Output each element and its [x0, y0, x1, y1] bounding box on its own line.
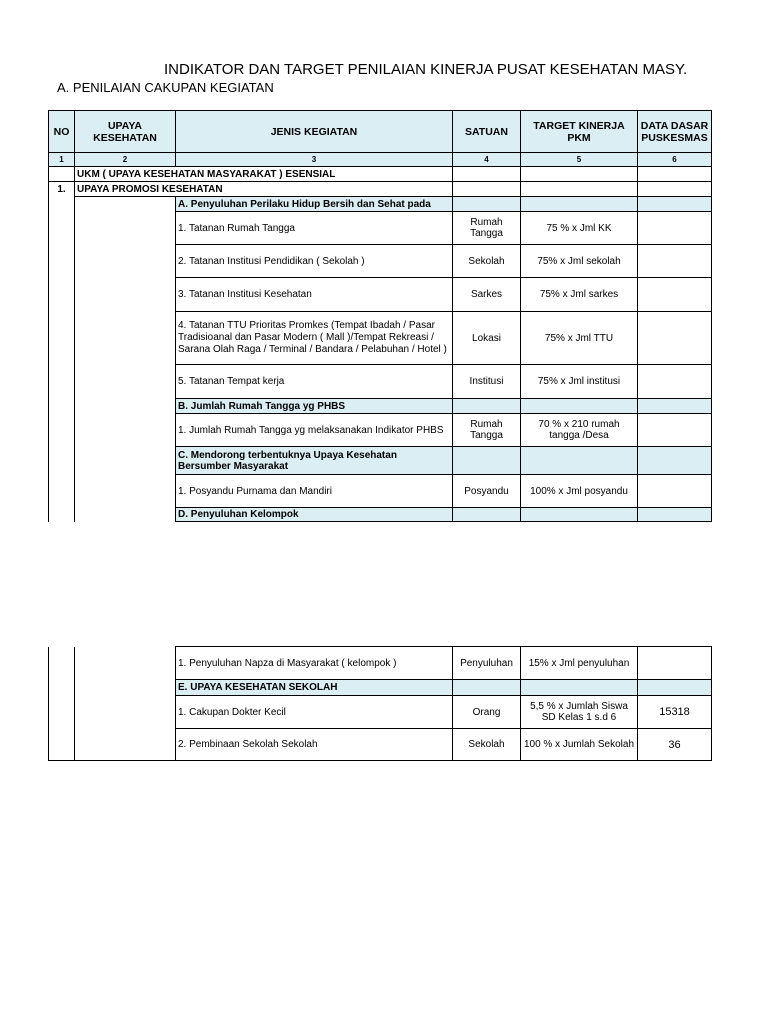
target-cell: 75% x Jml sekolah: [521, 245, 638, 278]
subsection-row: [49, 399, 712, 414]
jenis-cell: 1. Jumlah Rumah Tangga yg melaksanakan Indikator PHBS: [176, 414, 453, 447]
target-cell: 15% x Jml penyuluhan: [521, 647, 638, 680]
table-row: [49, 414, 712, 447]
target-cell: 75% x Jml TTU: [521, 312, 638, 365]
jenis-cell: 1. Posyandu Purnama dan Mandiri: [176, 475, 453, 508]
table-row: [49, 212, 712, 245]
jenis-cell: 5. Tatanan Tempat kerja: [176, 365, 453, 399]
satuan-cell: Lokasi: [453, 312, 521, 365]
group-ukm-label: UKM ( UPAYA KESEHATAN MASYARAKAT ) ESENSIAL: [75, 167, 453, 182]
satuan-cell: Rumah Tangga: [453, 212, 521, 245]
jenis-cell: 1. Cakupan Dokter Kecil: [176, 696, 453, 729]
subsection-row: [49, 508, 712, 522]
subsection-c: C. Mendorong terbentuknya Upaya Kesehatan Bersumber Masyarakat: [176, 447, 453, 475]
table-row: [49, 245, 712, 278]
data-dasar-cell: [638, 475, 712, 508]
header-target: TARGET KINERJA PKM: [521, 111, 638, 153]
data-dasar-cell: 36: [638, 729, 712, 761]
satuan-cell: Penyuluhan: [453, 647, 521, 680]
group-row: [49, 167, 712, 182]
program-row: [49, 182, 712, 197]
target-cell: 100% x Jml posyandu: [521, 475, 638, 508]
jenis-cell: 4. Tatanan TTU Prioritas Promkes (Tempat Ibadah / Pasar Tradisioanal dan Pasar Modern ( Mall )/Tempat Rekreasi / Sarana Olah Raga / Terminal / Bandara / Pelabuhan / Hotel ): [176, 312, 453, 365]
col-number: 5: [521, 153, 638, 167]
satuan-cell: Institusi: [453, 365, 521, 399]
program-number: 1.: [49, 182, 75, 197]
target-cell: 100 % x Jumlah Sekolah: [521, 729, 638, 761]
data-dasar-cell: [638, 245, 712, 278]
column-number-row: [49, 153, 712, 167]
header-upaya: UPAYA KESEHATAN: [75, 111, 176, 153]
data-dasar-cell: 15318: [638, 696, 712, 729]
jenis-cell: 2. Pembinaan Sekolah Sekolah: [176, 729, 453, 761]
data-dasar-cell: [638, 212, 712, 245]
jenis-cell: 1. Tatanan Rumah Tangga: [176, 212, 453, 245]
table-row: [49, 278, 712, 312]
data-dasar-cell: [638, 365, 712, 399]
table-row: [49, 475, 712, 508]
indicator-table: [48, 110, 712, 522]
subsection-row: [49, 680, 712, 696]
table-row: [49, 312, 712, 365]
col-number: 6: [638, 153, 712, 167]
header-jenis: JENIS KEGIATAN: [176, 111, 453, 153]
header-satuan: SATUAN: [453, 111, 521, 153]
satuan-cell: Sekolah: [453, 729, 521, 761]
target-cell: 70 % x 210 rumah tangga /Desa: [521, 414, 638, 447]
data-dasar-cell: [638, 312, 712, 365]
header-no: NO: [49, 111, 75, 153]
subsection-a: A. Penyuluhan Perilaku Hidup Bersih dan Sehat pada: [176, 197, 453, 212]
col-number: 2: [75, 153, 176, 167]
col-number: 4: [453, 153, 521, 167]
target-cell: 75% x Jml sarkes: [521, 278, 638, 312]
col-number: 3: [176, 153, 453, 167]
document-title: INDIKATOR DAN TARGET PENILAIAN KINERJA PUSAT KESEHATAN MASY.: [164, 61, 688, 78]
data-dasar-cell: [638, 414, 712, 447]
col-number: 1: [49, 153, 75, 167]
program-label: UPAYA PROMOSI KESEHATAN: [75, 182, 453, 197]
data-dasar-cell: [638, 647, 712, 680]
table-header-row: [49, 111, 712, 153]
data-dasar-cell: [638, 278, 712, 312]
satuan-cell: Sekolah: [453, 245, 521, 278]
jenis-cell: 3. Tatanan Institusi Kesehatan: [176, 278, 453, 312]
satuan-cell: Rumah Tangga: [453, 414, 521, 447]
satuan-cell: Posyandu: [453, 475, 521, 508]
subsection-e: E. UPAYA KESEHATAN SEKOLAH: [176, 680, 453, 696]
target-cell: 75% x Jml institusi: [521, 365, 638, 399]
subsection-d: D. Penyuluhan Kelompok: [176, 508, 453, 522]
subsection-row: [49, 197, 712, 212]
table-row: [49, 365, 712, 399]
subsection-b: B. Jumlah Rumah Tangga yg PHBS: [176, 399, 453, 414]
table-row: [49, 729, 712, 761]
jenis-cell: 2. Tatanan Institusi Pendidikan ( Sekolah ): [176, 245, 453, 278]
target-cell: 75 % x Jml KK: [521, 212, 638, 245]
satuan-cell: Sarkes: [453, 278, 521, 312]
section-heading: A. PENILAIAN CAKUPAN KEGIATAN: [57, 80, 274, 95]
satuan-cell: Orang: [453, 696, 521, 729]
target-cell: 5,5 % x Jumlah Siswa SD Kelas 1 s.d 6: [521, 696, 638, 729]
table-row: [49, 696, 712, 729]
table-row: [49, 647, 712, 680]
indicator-table-continued: [48, 646, 712, 761]
subsection-row: [49, 447, 712, 475]
header-data-dasar: DATA DASAR PUSKESMAS: [638, 111, 712, 153]
jenis-cell: 1. Penyuluhan Napza di Masyarakat ( kelompok ): [176, 647, 453, 680]
